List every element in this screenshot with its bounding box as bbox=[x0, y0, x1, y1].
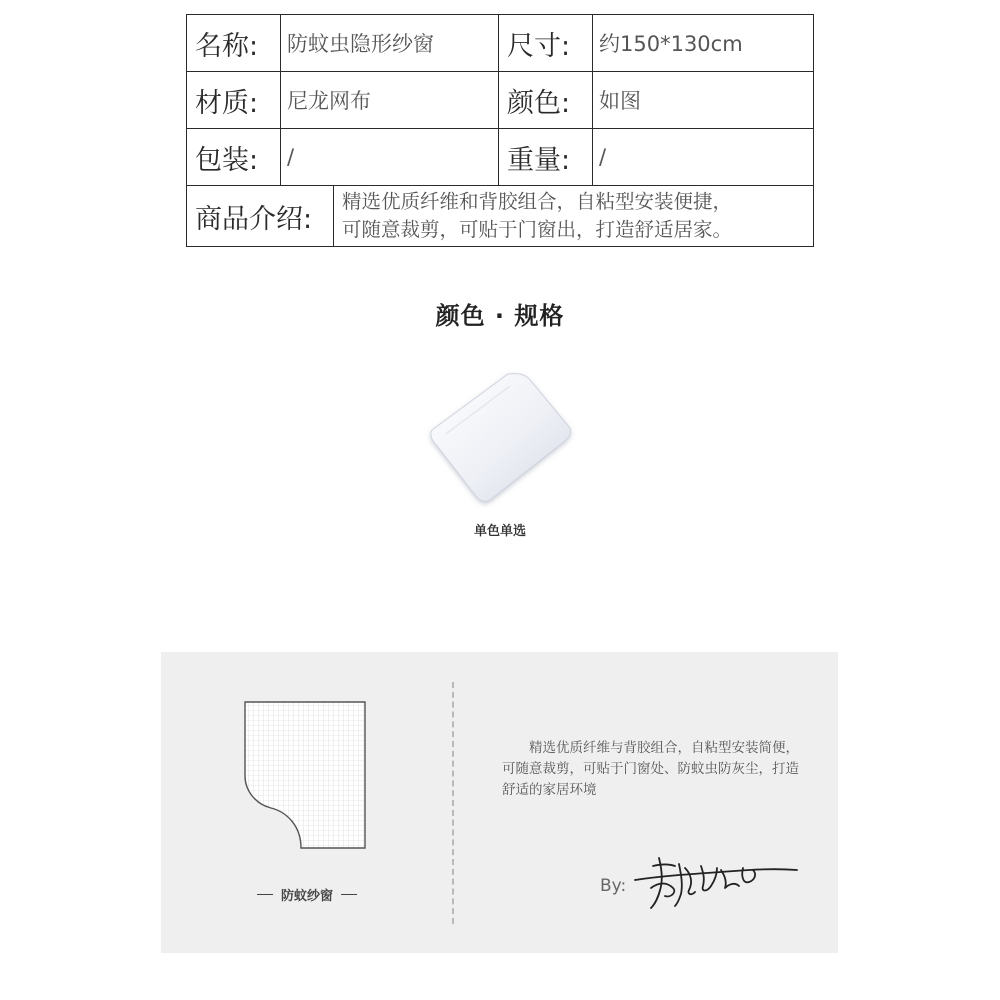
intro-cell bbox=[187, 186, 814, 247]
package-label: 包装: bbox=[187, 129, 281, 186]
spec-row-material bbox=[187, 72, 814, 129]
size-value: 约150*130cm bbox=[593, 15, 814, 72]
panel-description: 精选优质纤维与背胶组合，自粘型安装简便，可随意裁剪，可贴于门窗处、防蚊虫防灰尘，打造舒适的家居环境 bbox=[502, 740, 799, 798]
signature-image bbox=[631, 852, 801, 912]
name-label: 名称: bbox=[187, 15, 281, 72]
caption-dash-left bbox=[257, 894, 273, 896]
spec-row-package bbox=[187, 129, 814, 186]
color-label: 颜色: bbox=[499, 72, 593, 129]
package-value: / bbox=[281, 129, 499, 186]
size-label: 尺寸: bbox=[499, 15, 593, 72]
intro-line-2: 可随意裁剪，可贴于门窗出，打造舒适居家。 bbox=[342, 218, 733, 241]
icon-caption-text: 防蚊纱窗 bbox=[280, 889, 333, 904]
material-value: 尼龙网布 bbox=[281, 72, 499, 129]
window-screen-icon bbox=[243, 700, 367, 852]
white-screen-swatch[interactable] bbox=[424, 368, 576, 508]
by-label: By: bbox=[600, 876, 627, 896]
swatch-caption: 单色单选 bbox=[473, 524, 526, 539]
spec-row-name bbox=[187, 15, 814, 72]
icon-caption bbox=[245, 885, 369, 904]
color-spec-title: 颜色 · 规格 bbox=[435, 302, 565, 330]
name-value: 防蚊虫隐形纱窗 bbox=[281, 15, 499, 72]
spec-row-intro bbox=[187, 186, 814, 247]
weight-value: / bbox=[593, 129, 814, 186]
intro-line-1: 精选优质纤维和背胶组合，自粘型安装便捷， bbox=[342, 190, 733, 213]
material-label: 材质: bbox=[187, 72, 281, 129]
caption-dash-right bbox=[341, 894, 357, 896]
intro-value bbox=[334, 186, 813, 246]
weight-label: 重量: bbox=[499, 129, 593, 186]
spec-table bbox=[186, 14, 814, 247]
dashed-divider bbox=[452, 682, 454, 924]
intro-label: 商品介绍: bbox=[187, 186, 334, 246]
color-value: 如图 bbox=[593, 72, 814, 129]
feature-panel bbox=[161, 652, 838, 953]
